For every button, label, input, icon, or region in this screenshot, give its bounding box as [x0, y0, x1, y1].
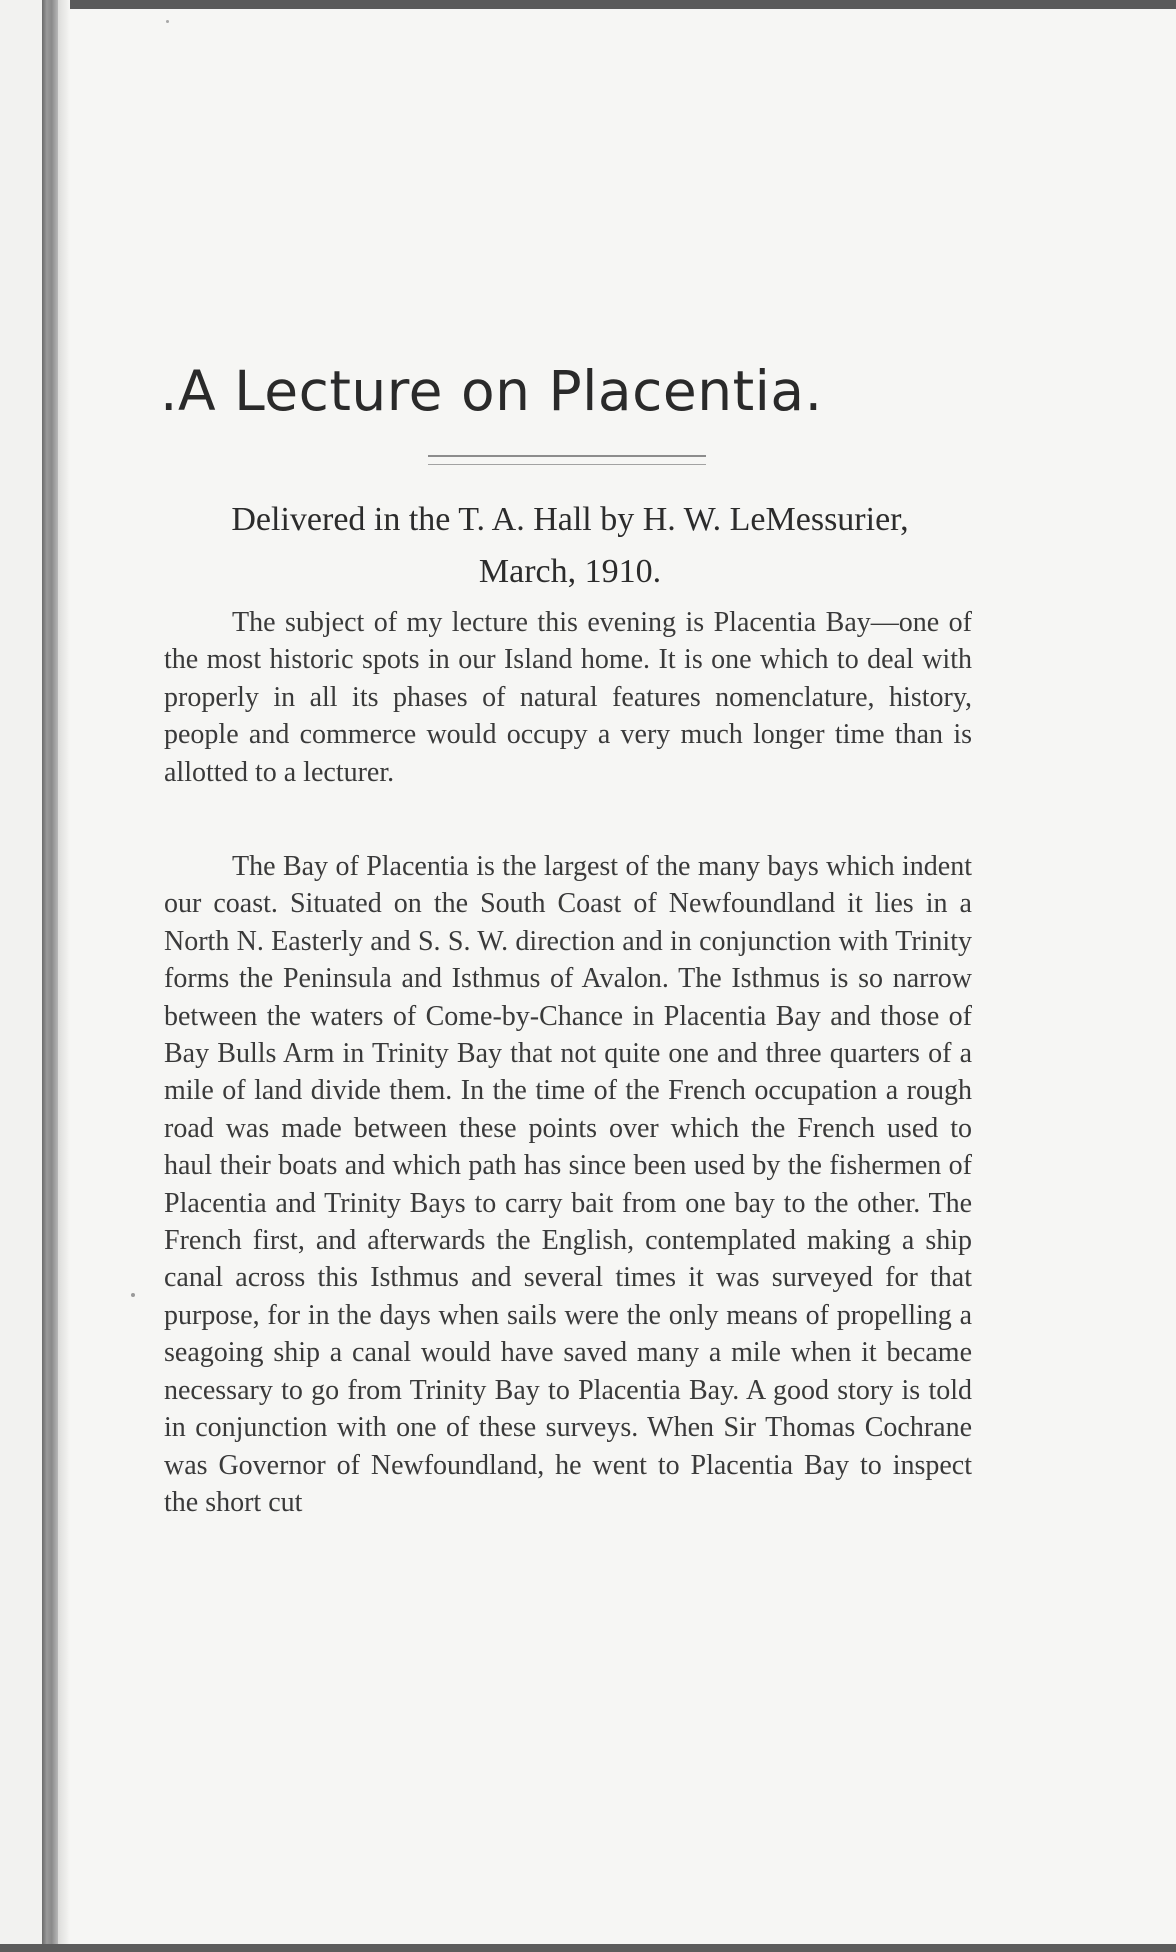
gutter-shadow	[58, 0, 70, 1952]
body-paragraph: The subject of my lecture this evening is Placentia Bay—one of the most historic spots in our Island home. It is one which to deal with properly in all its phases of natural features nomenclature, history, people and commerce would occupy a very much longer time than is allotted to a lecturer.	[164, 607, 972, 788]
subtitle-line: Delivered in the T. A. Hall by H. W. LeMessurier,	[231, 501, 909, 538]
scan-top-edge	[0, 0, 1176, 9]
title-divider	[428, 455, 706, 457]
paper-speck	[131, 1293, 135, 1297]
paper-speck	[166, 20, 169, 23]
body-paragraph: The Bay of Placentia is the largest of the many bays which indent our coast. Situated on the South Coast of Newfoundland it lies in a North N. Easterly and S. S. W. direction and in conjunction with Trinity forms the Peninsula and Isthmus of Avalon. The Isthmus is so narrow between the waters of Come-by-Chance in Placentia Bay and those of Bay Bulls Arm in Trinity Bay that not quite one and three quarters of a mile of land divide them. In the time of the French occupation a rough road was made between these points over which the French used to haul their boats and which path has since been used by the fishermen of Placentia and Trinity Bays to carry bait from one bay to the other. The French first, and afterwards the English, contemplated making a ship canal across this Isthmus and several times it was surveyed for that purpose, for in the days when sails were the only means of propelling a seagoing ship a canal would have saved many a mile when it became necessary to go from Trinity Bay to Placentia Bay. A good story is told in conjunction with one of these surveys. When Sir Thomas Cochrane was Governor of Newfoundland, he went to Placentia Bay to inspect the short cut	[164, 851, 972, 1518]
subtitle-date: March, 1910.	[478, 553, 662, 590]
page-title: .A Lecture on Placentia.	[160, 359, 823, 423]
scan-bottom-edge	[0, 1944, 1176, 1952]
scan-left-margin	[0, 0, 42, 1952]
subtitle	[160, 494, 980, 598]
book-spine-edge	[42, 0, 58, 1952]
title-divider-thin	[428, 464, 706, 465]
